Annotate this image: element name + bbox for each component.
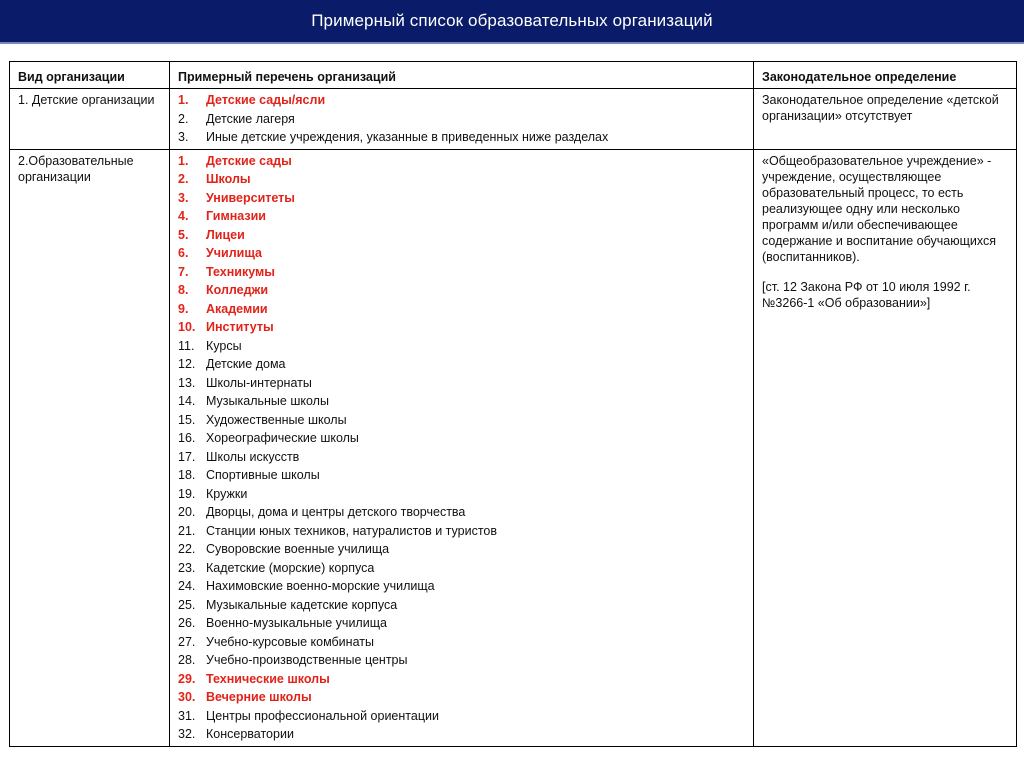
list-item-text: Курсы: [206, 338, 242, 353]
list-item-number: 19.: [178, 486, 196, 501]
list-item-number: 20.: [178, 505, 196, 519]
list-item-number: 9.: [178, 301, 189, 316]
list-item: [178, 281, 745, 300]
list-item-number: 2.: [178, 172, 189, 186]
list-item-text: Детские дома: [206, 357, 286, 371]
list-item: [178, 189, 745, 208]
list-item-number: 3.: [178, 130, 189, 144]
table-header-row: [10, 62, 1017, 89]
list-item-number: 25.: [178, 597, 196, 612]
list-item: [178, 300, 745, 319]
list-item-text: Художественные школы: [206, 412, 347, 427]
list-item-text: Лицеи: [206, 227, 245, 242]
list-item: [178, 207, 745, 226]
list-item: [178, 110, 745, 129]
organization-list: [178, 91, 745, 147]
list-item-text: Детские лагеря: [206, 111, 295, 126]
list-item-number: 15.: [178, 412, 196, 427]
organization-list-cell: [170, 149, 754, 746]
list-item-text: Технические школы: [206, 671, 330, 686]
table-row: [10, 89, 1017, 150]
list-item-number: 5.: [178, 227, 189, 242]
list-item-text: Детские сады: [206, 153, 292, 168]
list-item-number: 30.: [178, 690, 196, 704]
list-item-text: Университеты: [206, 190, 295, 205]
list-item-text: Академии: [206, 301, 268, 316]
list-item-text: Военно-музыкальные училища: [206, 616, 387, 630]
list-item-number: 1.: [178, 93, 189, 107]
list-item-text: Музыкальные кадетские корпуса: [206, 597, 398, 612]
list-item-text: Учебно-курсовые комбинаты: [206, 634, 374, 649]
list-item-text: Станции юных техников, натуралистов и туристов: [206, 523, 498, 538]
list-item-text: Дворцы, дома и центры детского творчества: [206, 505, 466, 519]
list-item: [178, 91, 745, 110]
list-item-text: Учебно-производственные центры: [206, 653, 408, 667]
definition-paragraph: «Общеобразовательное учреждение» - учреждение, осуществляющее образовательный процесс, то есть реализующее одну или несколько программ и/или обеспечивающее содержание и воспитание обучающихся (воспитанников).: [762, 153, 996, 264]
list-item: [178, 596, 745, 615]
list-item-number: 13.: [178, 375, 196, 390]
header-definition: Законодательное определение: [754, 62, 1017, 89]
definition-cell: [754, 149, 1017, 746]
list-item: [178, 577, 745, 596]
list-item: [178, 485, 745, 504]
list-item-number: 18.: [178, 468, 196, 482]
list-item-text: Гимназии: [206, 209, 266, 223]
list-item-text: Музыкальные школы: [206, 394, 329, 408]
list-item-text: Кружки: [206, 486, 248, 501]
list-item: [178, 540, 745, 559]
list-item-text: Школы искусств: [206, 449, 300, 464]
list-item-number: 21.: [178, 523, 196, 538]
definition-cell: [754, 89, 1017, 150]
organization-type-cell: 1. Детские организации: [10, 89, 170, 150]
list-item-number: 17.: [178, 449, 196, 464]
list-item: [178, 318, 745, 337]
list-item-text: Техникумы: [206, 264, 275, 279]
list-item-text: Вечерние школы: [206, 690, 312, 704]
list-item: [178, 337, 745, 356]
list-item-text: Школы-интернаты: [206, 375, 312, 390]
list-item-text: Иные детские учреждения, указанные в приведенных ниже разделах: [206, 130, 609, 144]
list-item-text: Хореографические школы: [206, 431, 359, 445]
list-item: [178, 633, 745, 652]
definition-paragraph: [ст. 12 Закона РФ от 10 июля 1992 г. №3266-1 «Об образовании»]: [762, 279, 971, 310]
list-item: [178, 263, 745, 282]
list-item-text: Кадетские (морские) корпуса: [206, 560, 375, 575]
list-item: [178, 614, 745, 633]
list-item-text: Детские сады/ясли: [206, 93, 326, 107]
list-item: [178, 226, 745, 245]
list-item-number: 3.: [178, 190, 189, 205]
list-item: [178, 128, 745, 147]
header-list: Примерный перечень организаций: [170, 62, 754, 89]
list-item-number: 23.: [178, 560, 196, 575]
list-item: [178, 725, 745, 744]
list-item-number: 11.: [178, 338, 195, 353]
list-item-number: 31.: [178, 708, 196, 723]
list-item-number: 12.: [178, 357, 196, 371]
list-item: [178, 152, 745, 171]
list-item: [178, 651, 745, 670]
list-item: [178, 244, 745, 263]
list-item-number: 10.: [178, 320, 196, 334]
list-item-number: 6.: [178, 246, 189, 260]
list-item: [178, 522, 745, 541]
list-item-number: 4.: [178, 209, 189, 223]
list-item: [178, 707, 745, 726]
list-item-text: Колледжи: [206, 283, 269, 297]
list-item-number: 22.: [178, 542, 196, 556]
header-type: Вид организации: [10, 62, 170, 89]
list-item-text: Институты: [206, 320, 274, 334]
list-item: [178, 392, 745, 411]
page-title: Примерный список образовательных организаций: [311, 11, 713, 30]
list-item: [178, 670, 745, 689]
list-item: [178, 355, 745, 374]
organization-type-cell: 2.Образовательные организации: [10, 149, 170, 746]
list-item-number: 27.: [178, 634, 196, 649]
list-item-number: 32.: [178, 727, 196, 741]
title-bar: [0, 0, 1024, 44]
list-item: [178, 688, 745, 707]
list-item: [178, 374, 745, 393]
list-item-number: 7.: [178, 264, 189, 279]
organization-list-cell: [170, 89, 754, 150]
table-row: [10, 149, 1017, 746]
definition-paragraph: Законодательное определение «детской организации» отсутствует: [762, 93, 999, 123]
list-item-number: 14.: [178, 394, 196, 408]
list-item-text: Консерватории: [206, 727, 294, 741]
list-item-number: 8.: [178, 283, 189, 297]
list-item: [178, 429, 745, 448]
list-item-number: 24.: [178, 579, 196, 593]
list-item-number: 1.: [178, 153, 189, 168]
list-item-text: Школы: [206, 172, 251, 186]
list-item: [178, 466, 745, 485]
organization-list: [178, 152, 745, 744]
list-item: [178, 448, 745, 467]
list-item: [178, 411, 745, 430]
list-item: [178, 559, 745, 578]
list-item-number: 26.: [178, 616, 196, 630]
list-item-text: Нахимовские военно-морские училища: [206, 579, 435, 593]
organizations-table: [9, 61, 1017, 747]
list-item-number: 2.: [178, 111, 189, 126]
list-item-text: Суворовские военные училища: [206, 542, 390, 556]
list-item-text: Центры профессиональной ориентации: [206, 708, 439, 723]
list-item-text: Училища: [206, 246, 262, 260]
list-item: [178, 503, 745, 522]
list-item-number: 28.: [178, 653, 196, 667]
list-item-number: 16.: [178, 431, 196, 445]
list-item: [178, 170, 745, 189]
list-item-text: Спортивные школы: [206, 468, 320, 482]
list-item-number: 29.: [178, 671, 196, 686]
